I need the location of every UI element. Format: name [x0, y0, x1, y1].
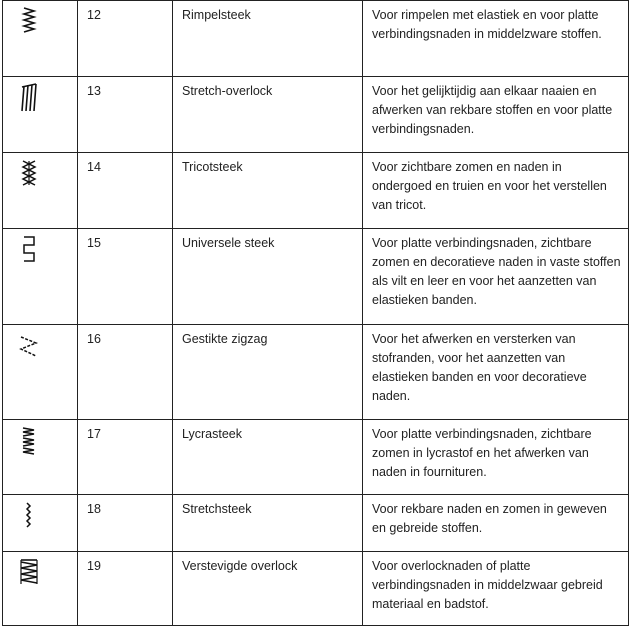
- universele-steek-stitch-icon: [18, 233, 40, 269]
- stitch-name: Rimpelsteek: [173, 1, 363, 77]
- stitch-description: Voor platte verbindingsnaden, zichtbare zomen in lycrastof en het afwerken van naden in fournituren.: [363, 420, 629, 495]
- stitch-description: Voor rekbare naden en zomen in geweven en gebreide stoffen.: [363, 495, 629, 552]
- stitch-name: Verstevigde overlock: [173, 552, 363, 626]
- stitch-name: Stretchsteek: [173, 495, 363, 552]
- table-row: [3, 229, 629, 325]
- stitch-name: Tricotsteek: [173, 153, 363, 229]
- gestikte-zigzag-stitch-icon: [18, 329, 42, 365]
- stitch-number: 17: [78, 420, 173, 495]
- stitch-number: 12: [78, 1, 173, 77]
- stitch-name: Gestikte zigzag: [173, 325, 363, 420]
- stitch-number: 19: [78, 552, 173, 626]
- tricotsteek-stitch-icon: [18, 157, 40, 189]
- rimpelsteek-stitch-icon: [18, 5, 40, 35]
- table-row: [3, 495, 629, 552]
- stitch-name: Lycrasteek: [173, 420, 363, 495]
- stitch-description: Voor het afwerken en versterken van stofranden, voor het aanzetten van elastieken banden en voor decoratieve naden.: [363, 325, 629, 420]
- stitch-number: 13: [78, 77, 173, 153]
- stitch-description: Voor zichtbare zomen en naden in ondergoed en truien en voor het verstellen van tricot.: [363, 153, 629, 229]
- table-row: [3, 153, 629, 229]
- stitch-name: Universele steek: [173, 229, 363, 325]
- stitch-table: [2, 0, 629, 626]
- table-row: [3, 325, 629, 420]
- stretch-overlock-stitch-icon: [18, 81, 40, 117]
- stitch-description: Voor platte verbindingsnaden, zichtbare zomen en decoratieve naden in vaste stoffen als vilt en leer en voor het aanzetten van elastieken banden.: [363, 229, 629, 325]
- stitch-description: Voor het gelijktijdig aan elkaar naaien en afwerken van rekbare stoffen en voor platte verbindingsnaden.: [363, 77, 629, 153]
- stitch-description: Voor overlocknaden of platte verbindingsnaden in middelzwaar gebreid materiaal en badstof.: [363, 552, 629, 626]
- table-row: [3, 77, 629, 153]
- stitch-number: 16: [78, 325, 173, 420]
- verstevigde-overlock-stitch-icon: [18, 556, 42, 588]
- stitch-description: Voor rimpelen met elastiek en voor platte verbindingsnaden in middelzware stoffen.: [363, 1, 629, 77]
- table-row: [3, 1, 629, 77]
- lycrasteek-stitch-icon: [18, 424, 40, 458]
- stitch-number: 14: [78, 153, 173, 229]
- stretchsteek-stitch-icon: [18, 499, 40, 533]
- table-row: [3, 420, 629, 495]
- table-row: [3, 552, 629, 626]
- stitch-number: 15: [78, 229, 173, 325]
- stitch-name: Stretch-overlock: [173, 77, 363, 153]
- stitch-number: 18: [78, 495, 173, 552]
